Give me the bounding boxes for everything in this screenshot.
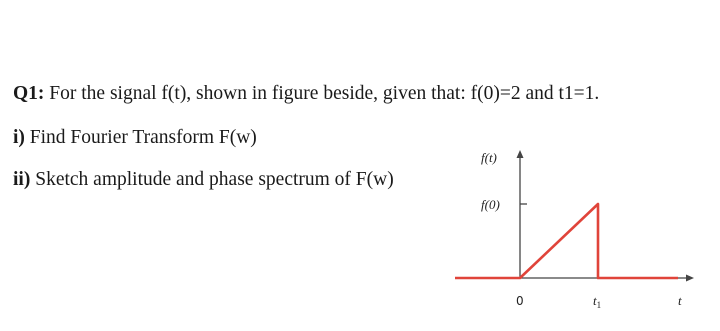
question-intro-text: For the signal f(t), shown in figure beside, given that: f(0)=2 and t1=1.	[49, 83, 600, 104]
f0-label: f(0)	[481, 197, 500, 212]
y-axis-arrow-icon	[517, 150, 524, 158]
part-ii-text: Sketch amplitude and phase spectrum of F(w)	[35, 169, 394, 190]
t1-subscript: 1	[596, 300, 602, 310]
part-ii-label: ii)	[13, 169, 31, 190]
signal-curve	[455, 204, 678, 278]
x-axis-label: t	[678, 293, 682, 308]
y-axis-label: f(t)	[481, 150, 497, 165]
part-i-label: i)	[13, 127, 25, 148]
question-number: Q1:	[13, 83, 45, 104]
x-tick-zero: 0	[516, 294, 524, 308]
x-tick-t1: $t_1$	[593, 293, 602, 310]
x-axis-arrow-icon	[686, 275, 694, 282]
part-i-text: Find Fourier Transform F(w)	[29, 127, 257, 148]
